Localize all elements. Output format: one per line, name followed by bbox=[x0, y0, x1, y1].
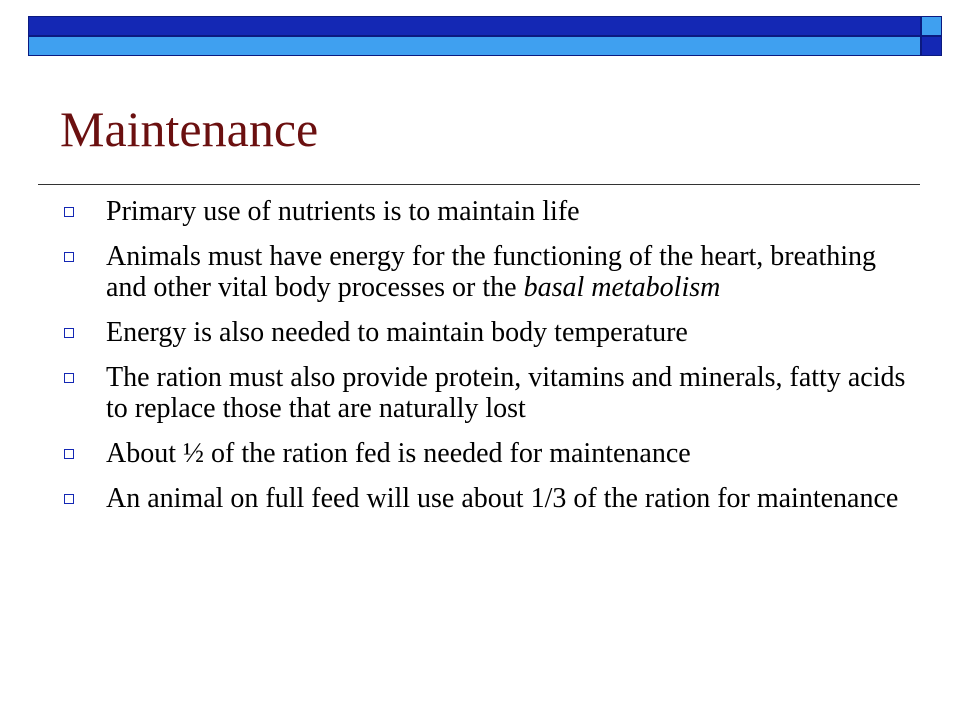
bullet-text-italic: basal metabolism bbox=[523, 272, 721, 303]
hollow-square-icon bbox=[64, 449, 74, 459]
bullet-item bbox=[60, 196, 920, 227]
hollow-square-icon bbox=[64, 373, 74, 383]
hollow-square-icon bbox=[64, 494, 74, 504]
bullet-text: Primary use of nutrients is to maintain life bbox=[106, 196, 580, 227]
bullet-text: About ½ of the ration fed is needed for maintenance bbox=[106, 438, 691, 469]
bullet-text: Energy is also needed to maintain body temperature bbox=[106, 317, 688, 348]
bullet-text: An animal on full feed will use about 1/3 of the ration for maintenance bbox=[106, 483, 899, 514]
top-decorative-bar bbox=[28, 16, 942, 56]
bullet-item bbox=[60, 241, 920, 303]
bullet-text bbox=[106, 241, 876, 303]
hollow-square-icon bbox=[64, 252, 74, 262]
hollow-square-icon bbox=[64, 328, 74, 338]
hollow-square-icon bbox=[64, 207, 74, 217]
bullet-text: The ration must also provide protein, vitamins and minerals, fatty acids to replace those that are naturally lost bbox=[106, 362, 906, 424]
bullet-text-plain: Animals must have energy for the functioning of the heart, breathing and other vital body processes or the bbox=[106, 241, 877, 303]
bullet-item bbox=[60, 317, 920, 348]
bullet-list bbox=[60, 196, 920, 528]
bullet-item bbox=[60, 438, 920, 469]
top-bar-frame bbox=[28, 16, 942, 56]
bullet-item bbox=[60, 362, 920, 424]
title-underline bbox=[38, 184, 920, 185]
bullet-item bbox=[60, 483, 920, 514]
slide-title: Maintenance bbox=[60, 101, 319, 157]
